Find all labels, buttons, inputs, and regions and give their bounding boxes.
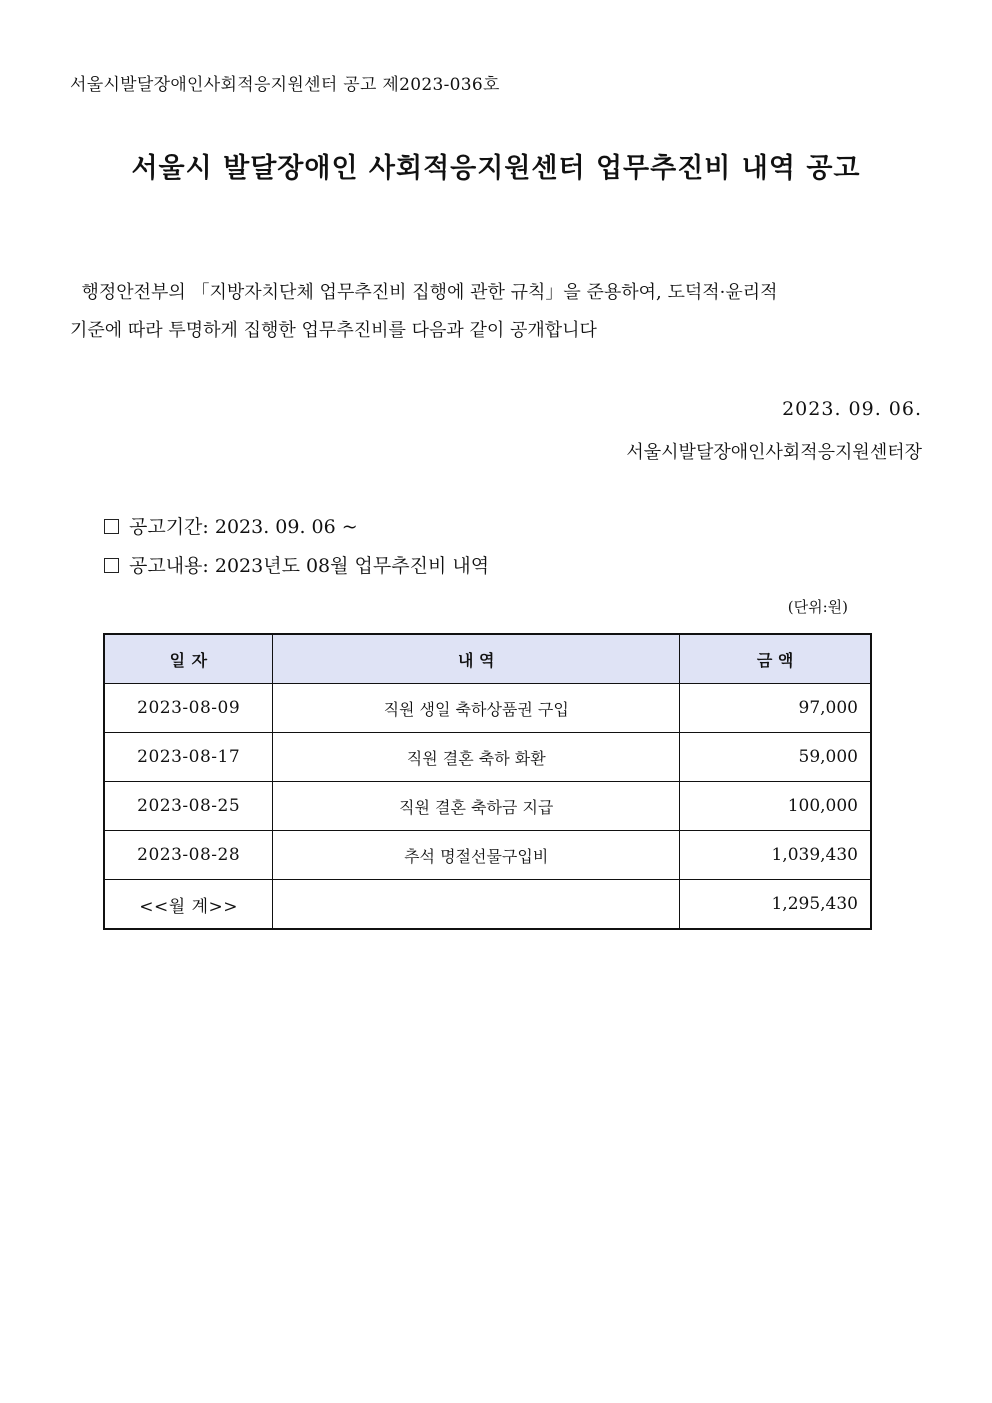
row-description: 직원 생일 축하상품권 구입 xyxy=(273,684,680,733)
row-amount: 1,039,430 xyxy=(680,831,871,880)
unit-label: (단위:원) xyxy=(787,598,848,616)
row-description: 직원 결혼 축하 화환 xyxy=(273,733,680,782)
total-label: <<월 계>> xyxy=(104,880,273,930)
table-row xyxy=(104,831,871,880)
issuer-name: 서울시발달장애인사회적응지원센터장 xyxy=(626,442,922,463)
table-total-row xyxy=(104,880,871,930)
row-date: 2023-08-25 xyxy=(104,782,273,831)
notice-number: 서울시발달장애인사회적응지원센터 공고 제2023-036호 xyxy=(70,75,500,95)
row-description: 추석 명절선물구입비 xyxy=(273,831,680,880)
body-paragraph-line-2: 기준에 따라 투명하게 집행한 업무추진비를 다음과 같이 공개합니다 xyxy=(70,320,597,341)
table-row xyxy=(104,733,871,782)
checkbox-icon xyxy=(104,558,119,573)
header-description: 내 역 xyxy=(273,634,680,684)
checkbox-icon xyxy=(104,519,119,534)
header-amount: 금 액 xyxy=(680,634,871,684)
notice-period-text: 공고기간: 2023. 09. 06 ~ xyxy=(129,516,358,538)
row-date: 2023-08-28 xyxy=(104,831,273,880)
document-title: 서울시 발달장애인 사회적응지원센터 업무추진비 내역 공고 xyxy=(131,153,861,184)
row-amount: 59,000 xyxy=(680,733,871,782)
notice-content-text: 공고내용: 2023년도 08월 업무추진비 내역 xyxy=(129,555,490,577)
notice-content-item xyxy=(104,551,489,578)
row-amount: 100,000 xyxy=(680,782,871,831)
total-description xyxy=(273,880,680,930)
table-header-row xyxy=(104,634,871,684)
notice-period-item xyxy=(104,512,358,539)
header-date: 일 자 xyxy=(104,634,273,684)
body-paragraph-line-1 xyxy=(70,280,922,306)
row-description: 직원 결혼 축하금 지급 xyxy=(273,782,680,831)
table-row xyxy=(104,782,871,831)
row-date: 2023-08-17 xyxy=(104,733,273,782)
row-date: 2023-08-09 xyxy=(104,684,273,733)
table-row xyxy=(104,684,871,733)
announcement-date: 2023. 09. 06. xyxy=(782,398,922,420)
body-line-1-text: 행정안전부의 「지방자치단체 업무추진비 집행에 관한 규칙」을 준용하여, 도덕적·윤리적 xyxy=(81,282,778,303)
total-amount: 1,295,430 xyxy=(680,880,871,930)
expense-table xyxy=(103,633,872,930)
row-amount: 97,000 xyxy=(680,684,871,733)
